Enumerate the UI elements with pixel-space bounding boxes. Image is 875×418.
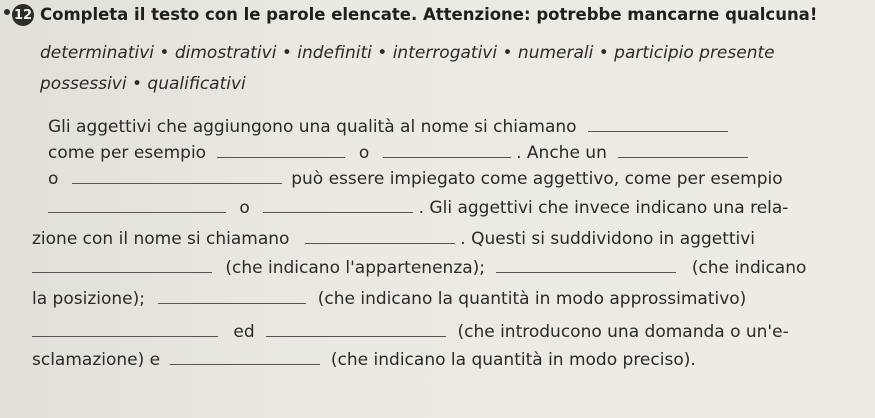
text-line-6 xyxy=(32,258,806,278)
text-line-1 xyxy=(48,117,728,137)
text-line-3 xyxy=(48,169,783,189)
text-line-5 xyxy=(32,229,755,249)
bullet-dot xyxy=(4,9,10,15)
text-segment: o xyxy=(358,143,370,163)
text-segment: o xyxy=(48,169,59,189)
text-segment: (che indicano xyxy=(691,258,807,278)
answer-blank-8[interactable] xyxy=(305,229,455,244)
answer-blank-1[interactable] xyxy=(588,117,728,132)
text-segment: zione con il nome si chiamano xyxy=(32,229,290,249)
answer-blank-12[interactable] xyxy=(32,322,218,337)
text-segment: (che indicano la quantità in modo preciso). xyxy=(330,350,696,370)
text-segment: la posizione); xyxy=(32,289,145,309)
text-segment: può essere impiegato come aggettivo, come per esempio xyxy=(291,169,783,189)
text-segment: o xyxy=(239,198,250,218)
text-segment: . Gli aggettivi che invece indicano una rela- xyxy=(418,198,789,218)
answer-blank-3[interactable] xyxy=(383,143,511,158)
text-segment: ed xyxy=(233,322,255,342)
answer-blank-10[interactable] xyxy=(496,258,676,273)
answer-blank-4[interactable] xyxy=(618,143,748,158)
answer-blank-6[interactable] xyxy=(48,198,226,213)
text-line-9 xyxy=(32,350,696,370)
text-line-8 xyxy=(32,322,789,342)
word-list-line-1: determinativi • dimostrativi • indefiniti • interrogativi • numerali • participio presente xyxy=(40,43,775,63)
text-segment: (che indicano l'appartenenza); xyxy=(225,258,486,278)
text-segment: come per esempio xyxy=(48,143,207,163)
exercise-number-badge: 12 xyxy=(12,4,34,26)
text-line-4 xyxy=(48,198,788,218)
answer-blank-9[interactable] xyxy=(32,258,212,273)
answer-blank-7[interactable] xyxy=(263,198,413,213)
text-line-7 xyxy=(32,289,746,309)
text-line-2 xyxy=(48,143,748,163)
exercise-instruction: Completa il testo con le parole elencate. Attenzione: potrebbe mancarne qualcuna! xyxy=(40,5,818,24)
text-segment: . Anche un xyxy=(516,143,607,163)
word-list-line-2: possessivi • qualificativi xyxy=(40,74,246,94)
text-segment: Gli aggettivi che aggiungono una qualità al nome si chiamano xyxy=(48,117,577,137)
text-segment: (che indicano la quantità in modo approssimativo) xyxy=(317,289,747,309)
answer-blank-11[interactable] xyxy=(158,289,306,304)
text-segment: . Questi si suddividono in aggettivi xyxy=(460,229,756,249)
answer-blank-14[interactable] xyxy=(170,350,320,365)
answer-blank-2[interactable] xyxy=(217,143,345,158)
answer-blank-5[interactable] xyxy=(72,169,282,184)
text-segment: sclamazione) e xyxy=(32,350,161,370)
text-segment: (che introducono una domanda o un'e- xyxy=(457,322,789,342)
answer-blank-13[interactable] xyxy=(266,322,446,337)
